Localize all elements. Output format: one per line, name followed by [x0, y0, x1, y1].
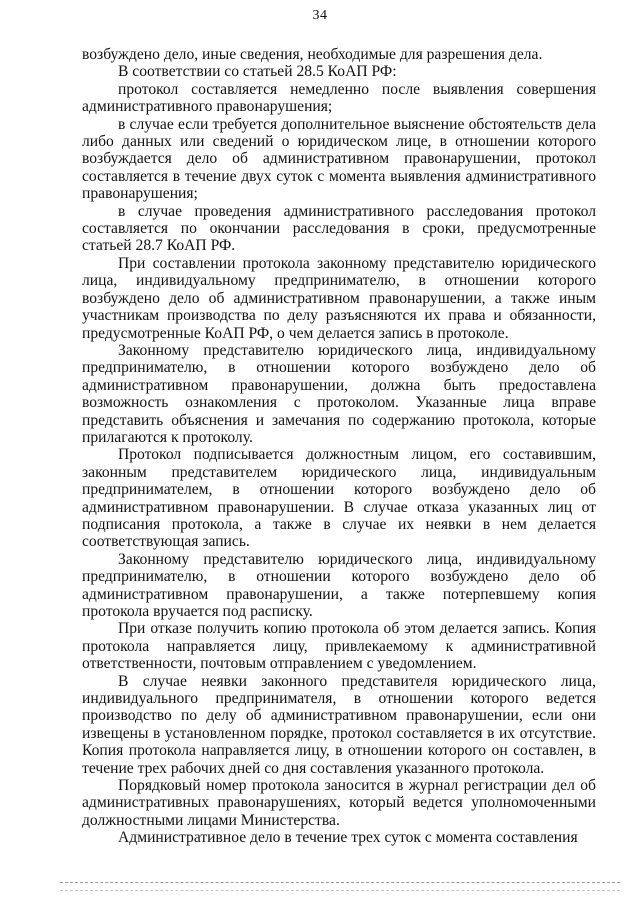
- paragraph-case-continued: Административное дело в течение трех суток с момента составления: [118, 829, 578, 847]
- paragraph-review-protocol: Законному представителю юридического лица, индивидуальному предпринимателю, в отношении которого возбуждено дело об административном правонарушении, должна быть предоставлена возможность ознакомления с протоколом. Указанные лица вправе представить объяснения и замечания по содержанию протокола, которые прилагаются к протоколу.: [82, 341, 596, 446]
- paragraph-continuation: возбуждено дело, иные сведения, необходимые для разрешения дела.: [82, 46, 543, 63]
- document-body: [82, 46, 596, 847]
- footer-divider-secondary: [60, 890, 620, 891]
- paragraph-list-item-immediate: протокол составляется немедленно после выявления совершения административного правонарушения;: [82, 80, 596, 116]
- paragraph-absence: В случае неявки законного представителя юридического лица, индивидуального предпринимателя, в отношении которого ведется производство по делу об административном правонарушении, если они извещены в установленном порядке, протокол составляется в их отсутствие. Копия протокола направляется лицу, в отношении которого он составлен, в течение трех рабочих дней со дня составления указанного протокола.: [82, 672, 596, 777]
- paragraph-list-item-two-days: в случае если требуется дополнительное выяснение обстоятельств дела либо данных или сведений о юридическом лице, в отношении которого возбуждается дело об административном правонарушении, протокол составляется в течение двух суток с момента выявления административного правонарушения;: [82, 115, 596, 203]
- footer-divider: [60, 882, 620, 883]
- paragraph-signing: Протокол подписывается должностным лицом, его составившим, законным представителем юридического лица, индивидуальным предпринимателем, в отношении которого возбуждено дело об административном правонарушении. В случае отказа указанных лиц от подписания протокола, а также в случае их неявки в нем делается соответствующая запись.: [82, 446, 596, 551]
- page-number: 34: [312, 8, 328, 23]
- paragraph-rights-explanation: При составлении протокола законному представителю юридического лица, индивидуальному предпринимателю, в отношении которого возбуждено дело об административном правонарушении, а также иным участникам производства по делу разъясняются их права и обязанности, предусмотренные КоАП РФ, о чем делается запись в протоколе.: [82, 254, 596, 342]
- paragraph-list-item-investigation: в случае проведения административного расследования протокол составляется по окончании расследования в сроки, предусмотренные статьей 28.7 КоАП РФ.: [82, 202, 596, 255]
- paragraph-article-reference: В соответствии со статьей 28.5 КоАП РФ:: [118, 63, 397, 81]
- paragraph-refusal: При отказе получить копию протокола об этом делается запись. Копия протокола направляется лицу, привлекаемому к административной ответственности, почтовым отправлением с уведомлением.: [82, 620, 596, 673]
- paragraph-registration-number: Порядковый номер протокола заносится в журнал регистрации дел об административных правонарушениях, который ведется уполномоченными должностными лицами Министерства.: [82, 777, 596, 829]
- paragraph-copy-delivery: Законному представителю юридического лица, индивидуальному предпринимателю, в отношении которого возбуждено дело об административном правонарушении, а также потерпевшему копия протокола вручается под расписку.: [82, 550, 596, 620]
